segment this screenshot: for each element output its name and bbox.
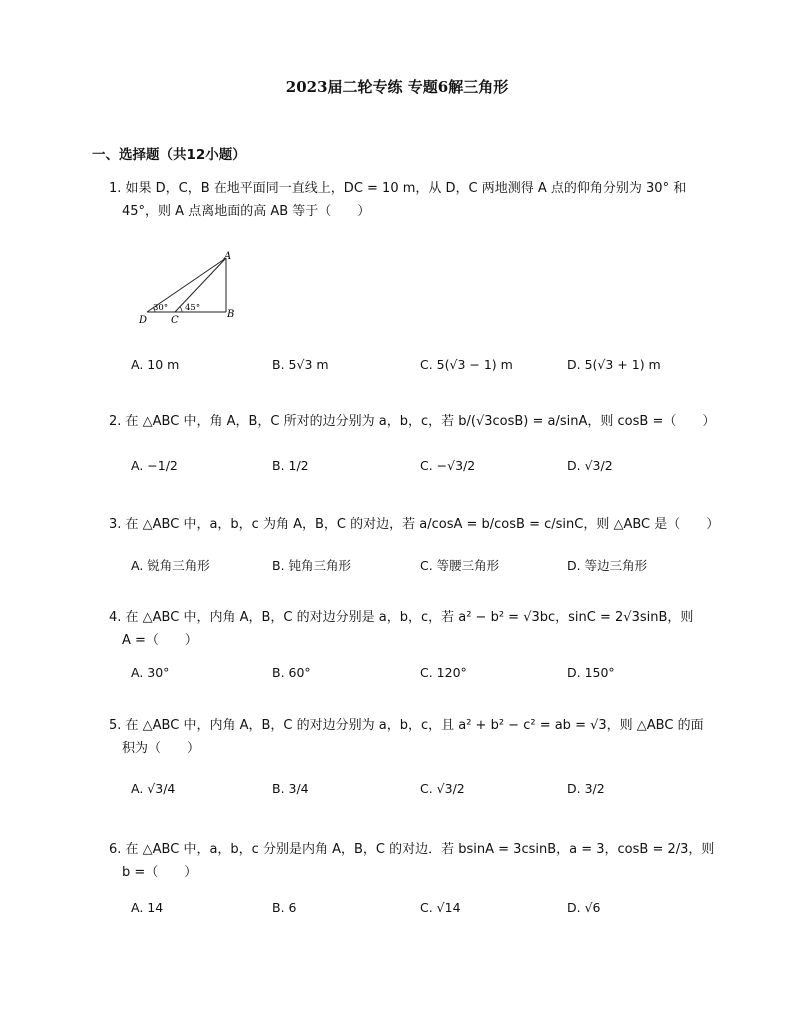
question-5-option-a[interactable]: A. √3/4: [131, 781, 176, 796]
question-6-option-d[interactable]: D. √6: [567, 900, 601, 915]
question-2-option-d[interactable]: D. √3/2: [567, 458, 613, 473]
label-a: A: [224, 251, 232, 262]
question-4-option-d[interactable]: D. 150°: [567, 665, 615, 680]
question-1-line-1: 1. 如果 D，C，B 在地平面同一直线上，DC = 10 m，从 D，C 两地测得 A 点的仰角分别为 30° 和: [109, 181, 687, 196]
angle-label-d: 30°: [153, 303, 169, 313]
question-6-option-b[interactable]: B. 6: [272, 900, 297, 915]
question-3-option-c[interactable]: C. 等腰三角形: [420, 558, 500, 573]
question-4-line-2: A =（ ）: [122, 633, 198, 648]
question-5-line-2: 积为（ ）: [122, 741, 201, 756]
question-1-option-c[interactable]: C. 5(√3 − 1) m: [420, 357, 513, 372]
question-6-option-c[interactable]: C. √14: [420, 900, 461, 915]
question-1-option-b[interactable]: B. 5√3 m: [272, 357, 329, 372]
question-3-option-d[interactable]: D. 等边三角形: [567, 558, 648, 573]
question-3-line-1: 3. 在 △ABC 中，a，b，c 为角 A，B，C 的对边，若 a/cosA = b/cosB = c/sinC，则 △ABC 是（ ）: [109, 517, 720, 532]
question-2-option-b[interactable]: B. 1/2: [272, 458, 309, 473]
label-b: B: [227, 309, 235, 320]
question-5-line-1: 5. 在 △ABC 中，内角 A，B，C 的对边分别为 a，b，c，且 a² + b² − c² = ab = √3，则 △ABC 的面: [109, 718, 704, 733]
question-1-option-d[interactable]: D. 5(√3 + 1) m: [567, 357, 661, 372]
question-3-option-a[interactable]: A. 锐角三角形: [131, 558, 210, 573]
question-2-option-c[interactable]: C. −√3/2: [420, 458, 476, 473]
question-4-option-a[interactable]: A. 30°: [131, 665, 170, 680]
question-1-option-a[interactable]: A. 10 m: [131, 357, 180, 372]
line-ca: [175, 258, 226, 312]
question-1-figure: [135, 248, 245, 326]
question-1-line-2: 45°，则 A 点离地面的高 AB 等于（ ）: [122, 204, 371, 219]
question-5-option-b[interactable]: B. 3/4: [272, 781, 309, 796]
angle-label-c: 45°: [185, 303, 201, 313]
angle-arc-c: [180, 307, 182, 312]
question-6-line-2: b =（ ）: [122, 865, 198, 880]
question-4-option-c[interactable]: C. 120°: [420, 665, 467, 680]
question-5-option-c[interactable]: C. √3/2: [420, 781, 465, 796]
question-2-option-a[interactable]: A. −1/2: [131, 458, 178, 473]
question-6-option-a[interactable]: A. 14: [131, 900, 164, 915]
label-c: C: [171, 315, 179, 326]
question-3-option-b[interactable]: B. 钝角三角形: [272, 558, 352, 573]
page-title: 2023届二轮专练 专题6解三角形: [285, 78, 509, 96]
question-4-option-b[interactable]: B. 60°: [272, 665, 311, 680]
question-5-option-d[interactable]: D. 3/2: [567, 781, 605, 796]
section-heading: 一、选择题（共12小题）: [92, 147, 246, 163]
label-d: D: [139, 315, 148, 326]
question-6-line-1: 6. 在 △ABC 中，a，b，c 分别是内角 A，B，C 的对边．若 bsinA = 3csinB，a = 3，cosB = 2/3，则: [109, 842, 715, 857]
question-4-line-1: 4. 在 △ABC 中，内角 A，B，C 的对边分别是 a，b，c，若 a² − b² = √3bc，sinC = 2√3sinB，则: [109, 610, 694, 625]
question-2-line-1: 2. 在 △ABC 中，角 A，B，C 所对的边分别为 a，b，c，若 b/(√3cosB) = a/sinA，则 cosB =（ ）: [109, 414, 716, 429]
